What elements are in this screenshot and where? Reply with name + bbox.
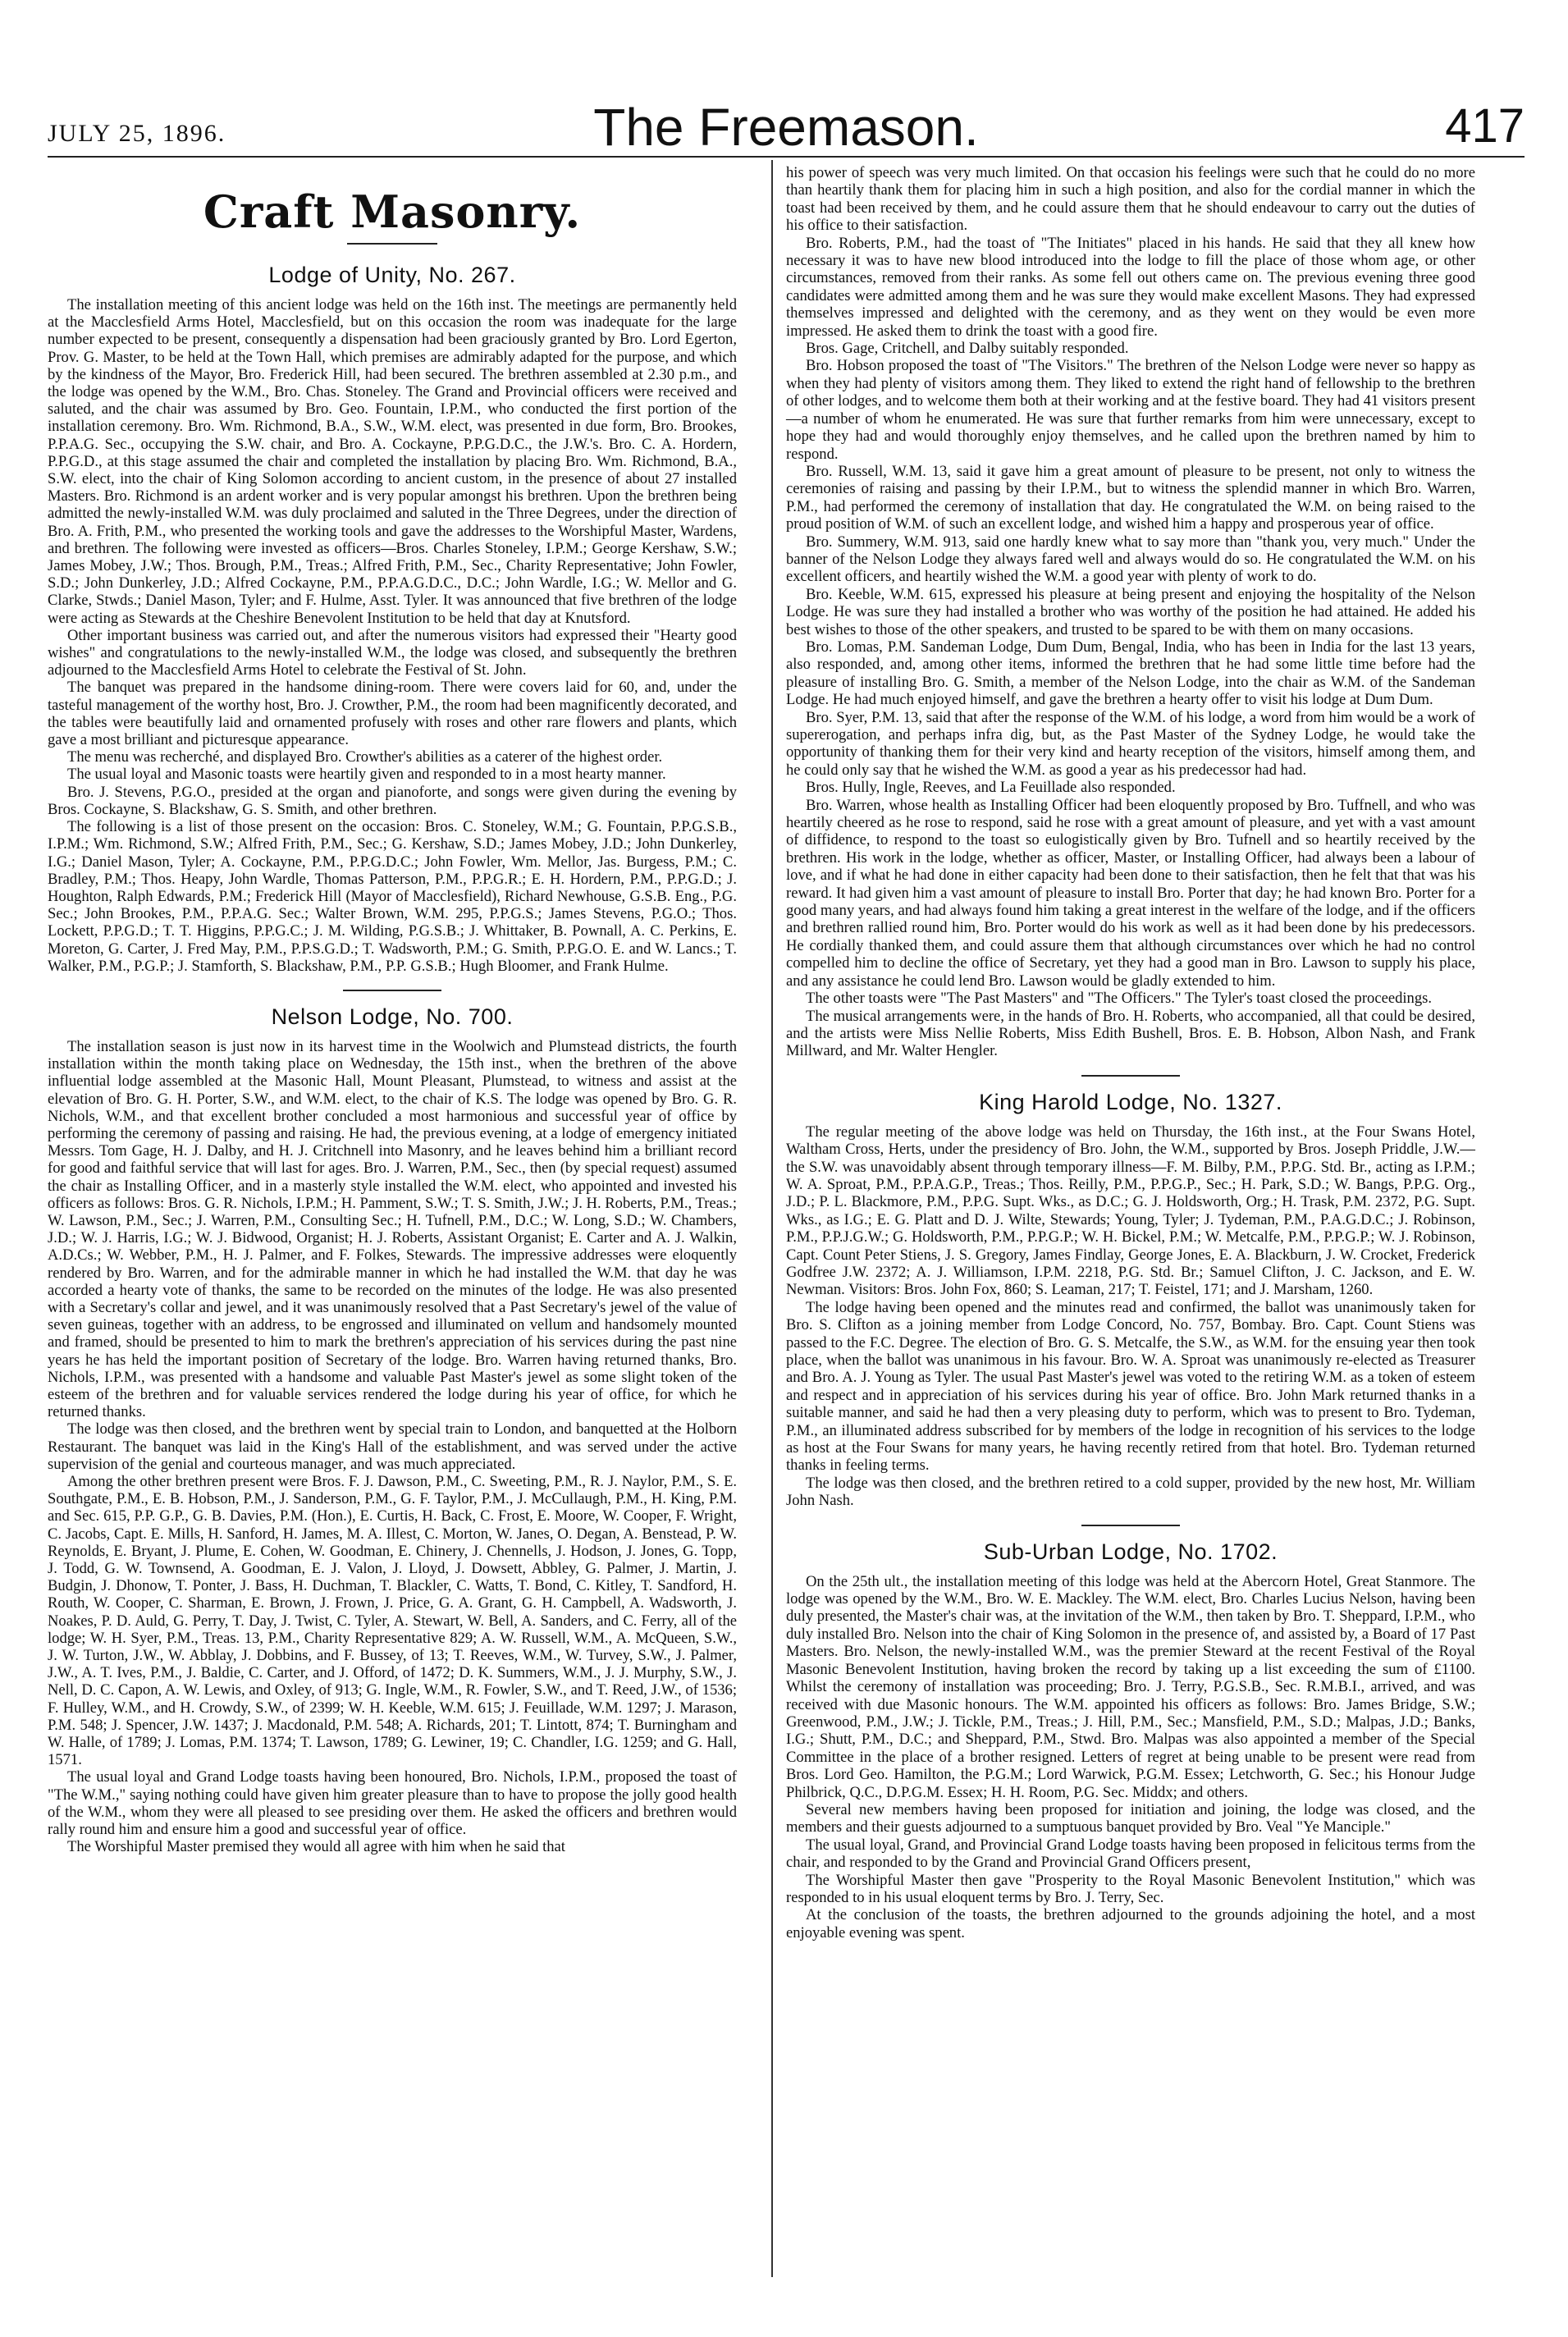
article-paragraph: The other toasts were "The Past Masters" and "The Officers." The Tyler's toast closed the proceedings. [806, 990, 1433, 1008]
header-rule [48, 156, 1525, 158]
right-column [786, 164, 1475, 1941]
article-nelson-lodge-continued [786, 164, 1475, 1060]
article-paragraph: Bros. Hully, Ingle, Reeves, and La Feuillade also responded. [806, 779, 1176, 797]
article-paragraph: The Worshipful Master premised they would all agree with him when he said that [67, 1838, 565, 1856]
section-rule [347, 243, 437, 245]
article-lodge-of-unity [48, 263, 737, 975]
article-paragraph: The Worshipful Master then gave "Prosperity to the Royal Masonic Benevolent Institution," which was responded to in his usual eloquent terms by Bro. J. Terry, Sec. [786, 1871, 1475, 1906]
article-title: Nelson Lodge, No. 700. [271, 1004, 514, 1029]
article-king-harold-lodge [786, 1090, 1475, 1510]
left-column [48, 164, 737, 1855]
article-paragraph: The regular meeting of the above lodge was held on Thursday, the 16th inst., at the Four Swans Hotel, Waltham Cross, Herts, under the presidency of Bro. John, the W.M., supported by Bros. Joseph Priddle, J.W.—the S.W. was unavoidably absent through temporary illness—F. M. Bilby, P.M., P.P.G. Std. Br., acting as I.P.M.; W. A. Sproat, P.M., P.P.A.G.P., Treas.; Thos. Reilly, P.M., P.P.G.P., Sec.; H. Park, S.D.; W. Bangs, P.P.G. Org., J.D.; P. L. Blackmore, P.M., P.P.G. Supt. Wks., as D.C.; G. J. Holdsworth, Org.; H. Trask, P.M. 2372, P.G. Supt. Wks., as I.G.; E. G. Platt and D. J. Wilte, Stewards; Young, Tyler; J. Tydeman, P.M., P.A.G.D.C.; J. Robinson, P.M., P.P.J.G.W.; G. Holdsworth, P.M., P.P.G.P.; W. H. Bickel, P.M.; W. Metcalfe, P.M., P.P.G.P.; W. J. Robinson, Capt. Count Peter Stiens, J. S. Gregory, James Findlay, George Jones, E. A. Blackburn, J. W. Crocket, Frederick Godfree J.W. 2372; A. J. Williamson, I.P.M. 2218, P.G. Std. Br.; Samuel Clifton, J. C. Jackson, and E. W. Newman. Visitors: Bros. John Fox, 860; S. Leaman, 217; T. Feistel, 171; and J. Marsham, 1260. [786, 1123, 1475, 1299]
issue-date: JULY 25, 1896. [48, 120, 226, 147]
article-paragraph: The lodge was then closed, and the brethren went by special train to London, and banquetted at the Holborn Restaurant. The banquet was laid in the King's Hall of the establishment, and was served under the active supervision of the genial and courteous manager, and was much appreciated. [48, 1420, 737, 1473]
article-paragraph: On the 25th ult., the installation meeting of this lodge was held at the Abercorn Hotel, Great Stanmore. The lodge was opened by the W.M., Bro. W. E. Mackley. The W.M. elect, Bro. Charles Lucius Nelson, having been duly presented, the Master's chair was, at the invitation of the W.M., then taken by Bro. T. Sheppard, I.P.M., who duly installed Bro. Nelson into the chair of King Solomon in the presence of, and assisted by, a Board of 17 Past Masters. Bro. Nelson, the newly-installed W.M., was the premier Steward at the recent Festival of the Royal Masonic Benevolent Institution, having broken the record by taking up a list exceeding the sum of £1100. Whilst the ceremony of installation was proceeding; Bro. J. Terry, P.G.S.B., Sec. R.M.B.I., arrived, and was received with due Masonic honours. The W.M. appointed his officers as follows: Bro. James Bridge, S.W.; Greenwood, P.M., J.W.; J. Tickle, P.M., Treas.; J. Hill, P.M., Sec.; Mansfield, P.M., S.D.; Malpas, J.D.; Banks, I.G.; Shutt, P.M., D.C.; and Sheppard, P.M., Stwd. Bro. Malpas was also appointed a member of the Special Committee in the place of a brother resigned. Letters of regret at being unable to be present were read from Bros. Lord Geo. Hamilton, the P.G.M.; Lord Warwick, P.G.M. Essex; Letchworth, G. Sec.; his Honour Judge Philbrick, Q.C., D.P.G.M. Essex; H. H. Room, P.G. Sec. Middx; and others. [786, 1572, 1475, 1801]
article-paragraph: his power of speech was very much limited. On that occasion his feelings were such that he could do no more than heartily thank them for placing him in such a high position, and also for the cordial manner in which the toast had been received by them, and he could assure them that he should endeavour to carry out the duties of his office to their satisfaction. [786, 164, 1475, 235]
article-separator [343, 990, 441, 991]
article-paragraph: Other important business was carried out, and after the numerous visitors had expressed their "Hearty good wishes" and congratulations to the newly-installed W.M., the lodge was closed, and subsequently the brethren adjourned to the Macclesfield Arms Hotel to celebrate the Festival of St. John. [48, 626, 737, 679]
article-paragraph: The banquet was prepared in the handsome dining-room. There were covers laid for 60, and, under the tasteful management of the worthy host, Bro. J. Crowther, P.M., the room had been magnificently decorated, and the tables were beautifully laid and ornamented profusely with roses and other rare flowers and plants, which gave a most brilliant and picturesque appearance. [48, 679, 737, 749]
article-paragraph: The installation meeting of this ancient lodge was held on the 16th inst. The meetings are permanently held at the Macclesfield Arms Hotel, Macclesfield, but on this occasion the room was inadequate for the large number expected to be present, consequently a dispensation had been graciously granted by Bro. Lord Egerton, Prov. G. Master, to be held at the Town Hall, which premises are admirably adapted for the purpose, and which by the kindness of the Mayor, Bro. Frederick Hill, had been secured. The brethren assembled at 2.30 p.m., and the lodge was opened by the W.M., Bro. Chas. Stoneley. The Grand and Provincial officers were received and saluted, and the chair was assumed by Bro. Geo. Fountain, I.P.M., who conducted the first portion of the installation ceremony. Bro. Wm. Richmond, B.A., S.W., W.M. elect, was presented in due form, Bro. Brookes, P.P.A.G. Sec., occupying the S.W. chair, and Bro. A. Cockayne, P.P.G.D.C., the J.W.'s. Bro. C. A. Hordern, P.P.G.D., at this stage assumed the chair and completed the installation by placing Bro. Wm. Richmond, B.A., S.W. elect, into the chair of King Solomon according to ancient custom, in the presence of about 27 installed Masters. Bro. Richmond is an ardent worker and is very popular amongst his brethren. Upon the brethren being admitted the newly-installed W.M. was duly proclaimed and saluted in the Three Degrees, under the direction of Bro. A. Frith, P.M., who presented the working tools and gave the addresses to the Worshipful Master, Wardens, and brethren. The following were invested as officers—Bros. Charles Stoneley, I.P.M.; George Kershaw, S.W.; James Mobey, J.W.; Thos. Brough, P.M., Treas.; Alfred Frith, P.M., Sec., Charity Representative; John Fowler, S.D.; John Dunkerley, J.D.; Alfred Cockayne, P.M., P.P.A.G.D.C., D.C.; John Wardle, I.G.; W. Mellor and G. Clarke, Stwds.; Daniel Mason, Tyler; and F. Hulme, Asst. Tyler. It was announced that five brethren of the lodge were acting as Stewards at the Cheshire Benevolent Institution to be held that day at Knutsford. [48, 296, 737, 627]
article-paragraph: Bro. Keeble, W.M. 615, expressed his pleasure at being present and enjoying the hospitality of the Nelson Lodge. He was sure they had installed a brother who was worthy of the position he had attained. He added his best wishes to those of the other speakers, and trusted to be spared to be with them on many occasions. [786, 585, 1475, 638]
article-paragraph: Bro. J. Stevens, P.G.O., presided at the organ and pianoforte, and songs were given during the evening by Bros. Cockayne, S. Blackshaw, G. S. Smith, and other brethren. [48, 783, 737, 818]
article-paragraph: The lodge having been opened and the minutes read and confirmed, the ballot was unanimously taken for Bro. S. Clifton as a joining member from Lodge Concord, No. 757, Bombay. Bro. Capt. Count Stiens was passed to the F.C. Degree. The election of Bro. G. S. Metcalfe, the S.W., as W.M. for the ensuing year then took place, when the ballot was unanimous in his favour. Bro. W. A. Sproat was unanimously re-elected as Treasurer and Bro. A. J. Young as Tyler. The usual Past Master's jewel was voted to the retiring W.M. as a token of esteem and respect and in appreciation of his services during his year of office. Bro. John Mark returned thanks in a suitable manner, and said he had then a very pleasing duty to perform, which was to present to Bro. Tydeman, P.M., an illuminated address subscribed for by members of the lodge in recognition of his services to the lodge as host at the Four Swans for many years, he having recently retired from that hotel. Bro. Tydeman returned thanks in feeling terms. [786, 1298, 1475, 1475]
article-sub-urban-lodge [786, 1539, 1475, 1942]
article-paragraph: Bro. Summery, W.M. 913, said one hardly knew what to say more than "thank you, very much." Under the banner of the Nelson Lodge they always fared well and always would do so. He congratulated the W.M. on his excellent officers, and heartily wished the W.M. a good year with plenty of work to do. [786, 533, 1475, 586]
article-paragraph: The usual loyal, Grand, and Provincial Grand Lodge toasts having been proposed in felicitous terms from the chair, and responded to by the Grand and Provincial Grand Officers present, [786, 1836, 1475, 1872]
article-paragraph: Bros. Gage, Critchell, and Dalby suitably responded. [806, 340, 1129, 358]
article-paragraph: Bro. Roberts, P.M., had the toast of "The Initiates" placed in his hands. He said that they all knew how necessary it was to have new blood introduced into the lodge to fill the place of those whom age, or other circumstances, removed from their ranks. As some fell out others came on. The previous evening three good candidates were admitted among them and he was sure they would make excellent Masons. They had expressed themselves impressed and delighted with the ceremony, and as they went on they would be even more impressed. He asked them to drink the toast with a good fire. [786, 234, 1475, 340]
article-separator [1081, 1525, 1180, 1526]
article-paragraph: Bro. Warren, whose health as Installing Officer had been eloquently proposed by Bro. Tuffnell, and who was heartily cheered as he rose to respond, said he rose with a great amount of pleasure, and yet with a vast amount of diffidence, to respond to the toast so eulogistically given by Bro. Tufnell and so heartily received by the brethren. His work in the lodge, whether as officer, Master, or Installing Officer, had always been a labour of love, and if what he had done in either capacity had been done to their satisfaction, then he felt that that was his reward. It had given him a vast amount of pleasure to install Bro. Porter that day; he had known Bro. Porter for a good many years, and had always found him taking a great interest in the welfare of the lodge, and if the officers and brethren rallied round him, Bro. Porter would do his work as well as it had been done by his predecessors. He cordially thanked them, and could assure them that although circumstances over which he had no control compelled him to decline the office of Secretary, yet they had a good man in Bro. Lawson to supply his place, and any assistance he could lend Bro. Lawson would be gladly extended to him. [786, 796, 1475, 990]
column-divider [771, 160, 773, 2277]
article-paragraph: Among the other brethren present were Bros. F. J. Dawson, P.M., C. Sweeting, P.M., R. J. Naylor, P.M., S. E. Southgate, P.M., E. B. Hobson, P.M., J. Sanderson, P.M., G. F. Taylor, P.M., J. McCullaugh, P.M., H. King, P.M. and Sec. 615, P.P. G.P., G. B. Davies, P.M. (Hon.), E. Curtis, H. Back, C. Frost, E. Moore, W. Cooper, F. Wright, C. Jacobs, Capt. E. Mills, H. Sanford, H. James, M. A. Illest, C. Morton, W. Janes, O. Degan, A. Benstead, P. W. Reynolds, E. Bryant, J. Plume, E. Cohen, W. Goodman, E. Chinery, J. Chennells, J. Hodson, J. Jones, G. Topp, J. Todd, G. W. Townsend, A. Goodman, E. J. Valon, J. Lloyd, J. Dowsett, Abbley, G. Palmer, J. Martin, J. Budgin, J. Dhonow, T. Ponter, J. Bass, H. Duchman, T. Blackler, C. Watts, T. Bond, C. Kitley, T. Sandford, H. Routh, W. Cooper, C. Sharman, E. Brown, J. Frown, J. Price, G. A. Grant, G. H. Campbell, A. Wadsworth, J. Noakes, P. D. Auld, G. Perry, T. Day, J. Twist, C. Tyler, A. Stewart, W. Bell, A. Sanders, and C. Ferry, all of the lodge; W. H. Syer, P.M., Treas. 13, P.M., Charity Representative 829; A. W. Russell, W.M., A. McQueen, S.W., J. W. Turton, J.W., W. Abblay, J. Dobbins, and F. Bussey, of 13; T. Reeves, W.M., W. Turvey, S.W., J. Palmer, J.W., A. T. Ives, P.M., J. Baldie, C. Carter, and J. Offord, of 1472; D. K. Summers, W.M., J. J. Murphy, S.W., J. Nell, D. C. Capon, A. W. Lewis, and Oxley, of 913; G. Ingle, W.M., R. Fowler, S.W., and T. Reed, J.W., of 1536; F. Hulley, W.M., and H. Crowdy, S.W., of 2399; W. H. Keeble, W.M. 615; J. Feuillade, W.M. 1297; J. Marason, P.M. 548; J. Spencer, J.W. 1437; J. Macdonald, P.M. 548; A. Richards, 201; T. Lintott, 874; T. Burningham and W. Halle, of 1789; J. Lomas, P.M. 1374; T. Lawson, 1789; G. Lewiner, 19; C. Chandler, I.G. 1259; and G. Hall, 1571. [48, 1473, 737, 1769]
article-paragraph: Several new members having been proposed for initiation and joining, the lodge was closed, and the members and their guests adjourned to a sumptuous banquet provided by Bro. Veal "Ye Manciple." [786, 1800, 1475, 1836]
article-paragraph: The following is a list of those present on the occasion: Bros. C. Stoneley, W.M.; G. Fountain, P.P.G.S.B., I.P.M.; Wm. Richmond, S.W.; Alfred Frith, P.M., Sec.; G. Kershaw, S.D.; James Mobey, J.D.; John Dunkerley, I.G.; Daniel Mason, Tyler; A. Cockayne, P.M., P.P.G.D.C.; John Fowler, Wm. Mellor, Jas. Burgess, P.M.; C. Bradley, P.M.; Thos. Heapy, John Wardle, Thomas Patterson, P.M., P.P.G.R.; E. H. Hordern, P.M., P.P.G.D.; J. Houghton, Ralph Edwards, P.M.; Frederick Hill (Mayor of Macclesfield), Richard Newhouse, G.S.B. Eng., P.G. Sec.; John Brookes, P.M., P.P.A.G. Sec.; Walter Brown, W.M. 295, P.P.G.S.; James Stevens, P.G.O.; Thos. Lockett, P.P.G.D.; T. T. Higgins, P.P.G.C.; J. M. Wilding, P.G.S.B.; J. Whittaker, B. Pownall, A. C. Perkins, E. Moreton, G. Carter, J. Fred May, P.M., P.P.S.G.D.; T. Wadsworth, P.M.; G. Smith, P.P.G.O. E. and W. Lancs.; T. Walker, P.M., P.G.P.; J. Stamforth, S. Blackshaw, P.M., P.P. G.S.B.; Hugh Bloomer, and Frank Hulme. [48, 818, 737, 975]
article-paragraph: The musical arrangements were, in the hands of Bro. H. Roberts, who accompanied, all that could be desired, and the artists were Miss Nellie Roberts, Miss Edith Bushell, Bros. E. B. Hobson, Albon Nash, and Frank Millward, and Mr. Walter Hengler. [786, 1007, 1475, 1060]
article-paragraph: Bro. Russell, W.M. 13, said it gave him a great amount of pleasure to be present, not only to witness the ceremonies of raising and passing by their I.P.M., but to witness the splendid manner in which Bro. Warren, P.M., had performed the ceremony of installation that day. He congratulated the W.M. on being raised to the proud position of W.M. of such an excellent lodge, and wished him a happy and prosperous year of office. [786, 462, 1475, 533]
article-paragraph: The installation season is just now in its harvest time in the Woolwich and Plumstead districts, the fourth installation within the month taking place on Wednesday, the 15th inst., when the brethren of the above influential lodge assembled at the Masonic Hall, Mount Pleasant, Plumstead, to witness and assist at the elevation of Bro. G. H. Porter, S.W., and W.M. elect, to the chair of K.S. The lodge was opened by Bro. G. R. Nichols, W.M., and that excellent brother concluded a most harmonious and successful year of office by performing the ceremony of passing and raising. He had, the previous evening, at a lodge of emergency initiated Messrs. Tom Gage, H. J. Dalby, and H. J. Critchnell into Masonry, and he leaves behind him a brilliant record for good and faithful service that will last for ages. Bro. J. Warren, P.M., Sec., then (by special request) assumed the chair as Installing Officer, and in a masterly style installed the W.M. elect, who appointed and invested his officers as follows: Bros. G. R. Nichols, I.P.M.; H. Pamment, S.W.; T. S. Smith, J.W.; J. H. Roberts, P.M., Treas.; W. Lawson, P.M., Sec.; J. Warren, P.M., Consulting Sec.; H. Tufnell, P.M., D.C.; W. Long, S.D.; W. Chambers, J.D.; W. J. Harris, I.G.; W. J. Bidwood, Organist; H. J. Roberts, Assistant Organist; E. Carter and A. J. Walkin, A.D.Cs.; W. Webber, P.M., H. J. Palmer, and F. Folkes, Stewards. The impressive addresses were eloquently rendered by Bro. Warren, and for the admirable manner in which he had installed the W.M. that day he was accorded a hearty vote of thanks, the same to be recorded on the minutes of the lodge. He was also presented with a Secretary's collar and jewel, and it was unanimously resolved that a Past Secretary's jewel of the value of seven guineas, together with an address, to be engrossed and illuminated on vellum and handsomely mounted and framed, should be presented to him to mark the brethren's appreciation of his services during the past nine years he has held the important position of Secretary of the lodge. Bro. Warren having returned thanks, Bro. Nichols, I.P.M., was presented with a handsome and valuable Past Master's jewel as some slight token of the esteem of the brethren and for valuable services rendered the lodge during his year of office, for which he returned thanks. [48, 1037, 737, 1421]
article-title: Sub-Urban Lodge, No. 1702. [983, 1539, 1278, 1564]
article-separator [1081, 1075, 1180, 1077]
article-paragraph: The usual loyal and Masonic toasts were heartily given and responded to in a most hearty manner. [67, 766, 666, 784]
article-paragraph: The menu was recherché, and displayed Bro. Crowther's abilities as a caterer of the highest order. [67, 748, 663, 766]
article-nelson-lodge [48, 1004, 737, 1856]
article-paragraph: Bro. Syer, P.M. 13, said that after the response of the W.M. of his lodge, a word from him would be a work of supererogation, and perhaps infra dig, but, as the Past Master of the Sydney Lodge, he would take the opportunity of thanking them for their very kind and hearty reception of the visitors, himself among them, and he could only say that he wished the W.M. as good a year as his predecessor had had. [786, 708, 1475, 779]
article-paragraph: Bro. Hobson proposed the toast of "The Visitors." The brethren of the Nelson Lodge were never so happy as when they had plenty of visitors among them. They liked to extend the right hand of fellowship to the brethren of other lodges, and to welcome them both at their working and at the festive board. They had 41 visitors present—a number of whom he enumerated. He was sure that further remarks from him were unnecessary, except to hope they had and would thoroughly enjoy themselves, and he called upon the brethren named by him to respond. [786, 357, 1475, 463]
page-number: 417 [1445, 99, 1525, 153]
article-title: King Harold Lodge, No. 1327. [979, 1089, 1282, 1114]
article-paragraph: Bro. Lomas, P.M. Sandeman Lodge, Dum Dum, Bengal, India, who has been in India for the last 13 years, also responded, and, among other items, informed the brethren that he had some little time before had the pleasure of installing Bro. G. Smith, a member of the Nelson Lodge, into the chair as W.M. of the Sandeman Lodge. He had much enjoyed himself, and gave the brethren a hearty offer to visit his lodge at Dum Dum. [786, 638, 1475, 709]
article-paragraph: The usual loyal and Grand Lodge toasts having been honoured, Bro. Nichols, I.P.M., proposed the toast of "The W.M.," saying nothing could have given him greater pleasure than to have to propose the jolly good health of the W.M., whom they were all pleased to see presiding over them. He asked the officers and brethren would rally round him and ensure him a good and successful year of office. [48, 1768, 737, 1839]
page-header [48, 97, 1525, 157]
section-title: Craft Masonry. [203, 185, 582, 238]
article-title: Lodge of Unity, No. 267. [268, 263, 516, 287]
masthead-title: The Freemason. [593, 98, 979, 157]
article-paragraph: The lodge was then closed, and the brethren retired to a cold supper, provided by the new host, Mr. William John Nash. [786, 1474, 1475, 1510]
article-paragraph: At the conclusion of the toasts, the brethren adjourned to the grounds adjoining the hotel, and a most enjoyable evening was spent. [786, 1906, 1475, 1941]
